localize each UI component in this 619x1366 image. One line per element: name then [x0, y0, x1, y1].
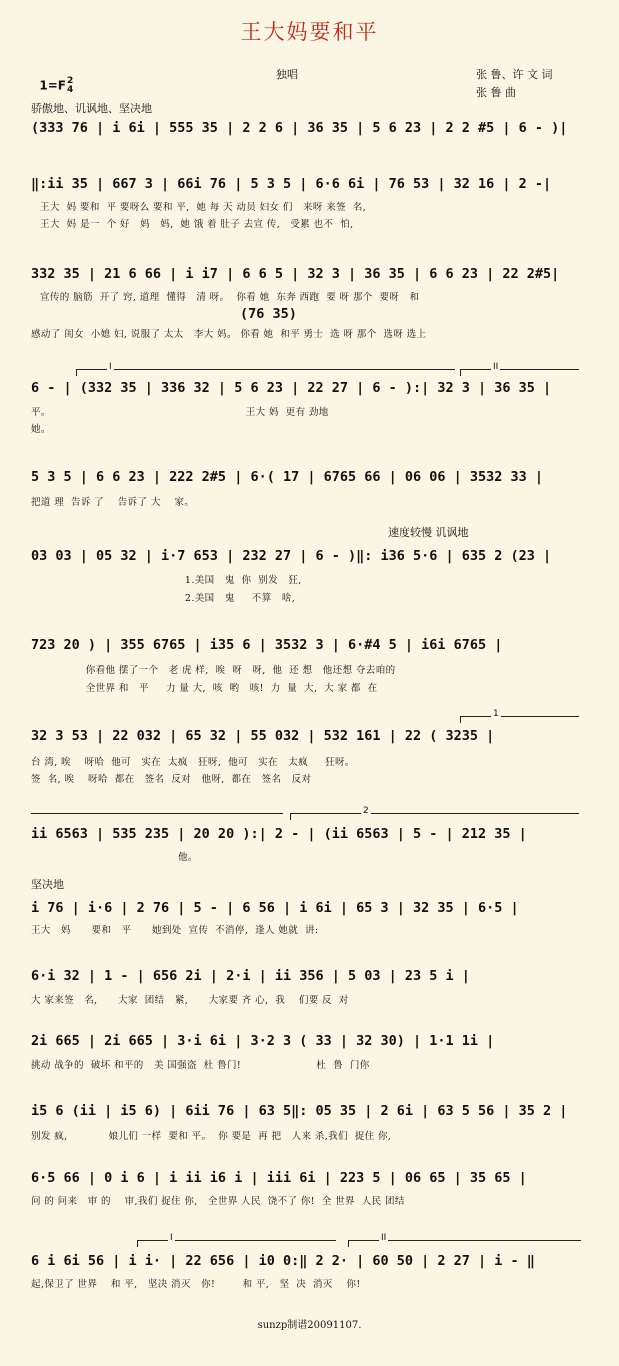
notation-row: 6·i 32 | 1 - | 656 2i | 2·i | ii 356 | 5 03 | 23 5 i |: [31, 968, 470, 984]
first-ending-bracket: [76, 362, 455, 376]
key-label: 1=F: [39, 78, 66, 93]
notation-row: (333 76 | i 6i | 555 35 | 2 2 6 | 36 35 | 5 6 23 | 2 2 #5 | 6 - )|: [31, 120, 568, 136]
second-ending-label: II: [493, 362, 499, 372]
lyric-line: 王大 妈 要和 平 她到处 宣传 不消停, 逢人 她就 讲:: [31, 925, 319, 936]
notation-insert: (76 35): [240, 306, 297, 322]
lyric-line: 王大 妈 是一 个 好 妈 妈, 她 饿 着 肚子 去宣 传, 受累 也不 怕,: [40, 219, 354, 230]
lyric-line: 2.美国 鬼 不算 啥,: [31, 593, 296, 604]
lyric-line: 全世界 和 平 力 量 大, 咳 哟 咳! 力 量 大, 大 家 都 在: [31, 683, 378, 694]
tempo-marking: 速度较慢 讥讽地: [388, 526, 469, 539]
tempo-marking: 坚决地: [31, 878, 64, 891]
key-signature: [31, 63, 73, 95]
ending-1-label: 1: [493, 709, 499, 719]
final-first-ending-label: I: [170, 1233, 173, 1243]
lyric-line: 她。: [31, 424, 51, 435]
second-ending-bracket: [460, 362, 579, 376]
ending-2-label: 2: [363, 806, 369, 816]
notation-row: ‖:ii 35 | 667 3 | 66i 76 | 5 3 5 | 6·6 6i | 76 53 | 32 16 | 2 -|: [31, 176, 552, 192]
lyric-line: 台 湾, 唉 呀哈 他可 实在 太疯 狂呀, 他可 实在 太疯 狂呀。: [31, 757, 355, 768]
song-title: 王大妈要和平: [240, 20, 379, 44]
lyric-line: 你看他 摆了一个 老 虎 样, 唉 呀 呀, 他 还 想 他还想 夺去咱的: [31, 665, 396, 676]
notation-row: 32 3 53 | 22 032 | 65 32 | 55 032 | 532 161 | 22 ( 3235 |: [31, 728, 495, 744]
first-ending-label: I: [109, 362, 112, 372]
lyric-line: 签 名, 唉 呀哈 都在 签名 反对 他呀, 都在 签名 反对: [31, 774, 312, 785]
ending-1-bracket: [460, 709, 579, 723]
lyric-line: 问 的 问来 审 的 审,我们 捉住 你, 全世界 人民 饶不了 你! 全 世界 人民 团结: [31, 1196, 405, 1207]
lyric-line: 感动了 闺女 小媳 妇, 说服了 太太 李大 妈。 你看 她 和平 勇士 选 呀 那个 选呀 选上: [31, 329, 427, 340]
final-second-ending: [348, 1233, 581, 1247]
time-denominator: 4: [66, 85, 74, 95]
notation-row: 5 3 5 | 6 6 23 | 222 2#5 | 6·( 17 | 6765 66 | 06 06 | 3532 33 |: [31, 469, 544, 485]
notation-row: 6 i 6i 56 | i i· | 22 656 | i0 0:‖ 2 2· | 60 50 | 2 27 | i - ‖: [31, 1253, 535, 1269]
notation-row: 723 20 ) | 355 6765 | i35 6 | 3532 3 | 6·#4 5 | i6i 6765 |: [31, 637, 503, 653]
final-second-ending-label: II: [381, 1233, 387, 1243]
lyric-line: 别发 疯, 娘儿们 一样 要和 平。 你 要是 再 把 人来 杀,我们 捉住 你,: [31, 1131, 392, 1142]
notation-row: i 76 | i·6 | 2 76 | 5 - | 6 56 | i 6i | 65 3 | 32 35 | 6·5 |: [31, 900, 519, 916]
lyric-line: 挑动 战争的 破坏 和平的 美 国强盗 杜 鲁门! 杜 鲁 门你: [31, 1060, 370, 1071]
lyric-line: 大 家来签 名, 大家 团结 紧, 大家要 齐 心, 我 们要 反 对: [31, 995, 349, 1006]
notation-row: ii 6563 | 535 235 | 20 20 ):| 2 - | (ii 6563 | 5 - | 212 35 |: [31, 826, 527, 842]
lyric-line: 平。 王大 妈 更有 劲地: [31, 407, 329, 418]
lyric-line: 1.美国 鬼 你 别发 狂,: [31, 575, 302, 586]
lyric-line: 起,保卫了 世界 和 平, 坚决 消灭 你! 和 平, 坚 决 消灭 你!: [31, 1279, 361, 1290]
notation-row: 03 03 | 05 32 | i·7 653 | 232 27 | 6 - )‖: i36 5·6 | 635 2 (23 |: [31, 548, 552, 564]
lyric-line: 王大 妈 要和 平 要呀么 要和 平, 她 每 天 动员 妇女 们 来呀 来签 名,: [40, 202, 367, 213]
notation-row: 2i 665 | 2i 665 | 3·i 6i | 3·2 3 ( 33 | 32 30) | 1·1 1i |: [31, 1033, 495, 1049]
composer-credit: 张 鲁 曲: [476, 86, 516, 99]
time-signature: [67, 77, 73, 95]
ending-2-bracket: [290, 806, 579, 820]
lyric-line: 宣传的 脑筋 开了 窍, 道理 懂得 清 呀。 你看 她 东奔 西跑 要 呀 那个 要呀 和: [40, 292, 420, 303]
time-numerator: 2: [66, 76, 74, 86]
tempo-marking: 骄傲地、讥讽地、坚决地: [31, 102, 152, 115]
notation-row: i5 6 (ii | i5 6) | 6ii 76 | 63 5‖: 05 35 | 2 6i | 63 5 56 | 35 2 |: [31, 1103, 568, 1119]
lyric-line: 把道 理 告诉 了 告诉了 大 家。: [31, 497, 195, 508]
transcriber-credit: sunzp制谱20091107.: [257, 1320, 362, 1331]
lyricist-credit: 张 鲁、许 文 词: [476, 68, 553, 81]
notation-row: 6 - | (332 35 | 336 32 | 5 6 23 | 22 27 | 6 - ):| 32 3 | 36 35 |: [31, 380, 552, 396]
performance-form: 独唱: [276, 68, 298, 81]
lyric-line: 他。: [31, 852, 198, 863]
ending-1-continuation: [31, 813, 283, 820]
notation-row: 332 35 | 21 6 66 | i i7 | 6 6 5 | 32 3 | 36 35 | 6 6 23 | 22 2#5|: [31, 266, 560, 282]
notation-row: 6·5 66 | 0 i 6 | i ii i6 i | iii 6i | 223 5 | 06 65 | 35 65 |: [31, 1170, 527, 1186]
final-first-ending: [137, 1233, 336, 1247]
